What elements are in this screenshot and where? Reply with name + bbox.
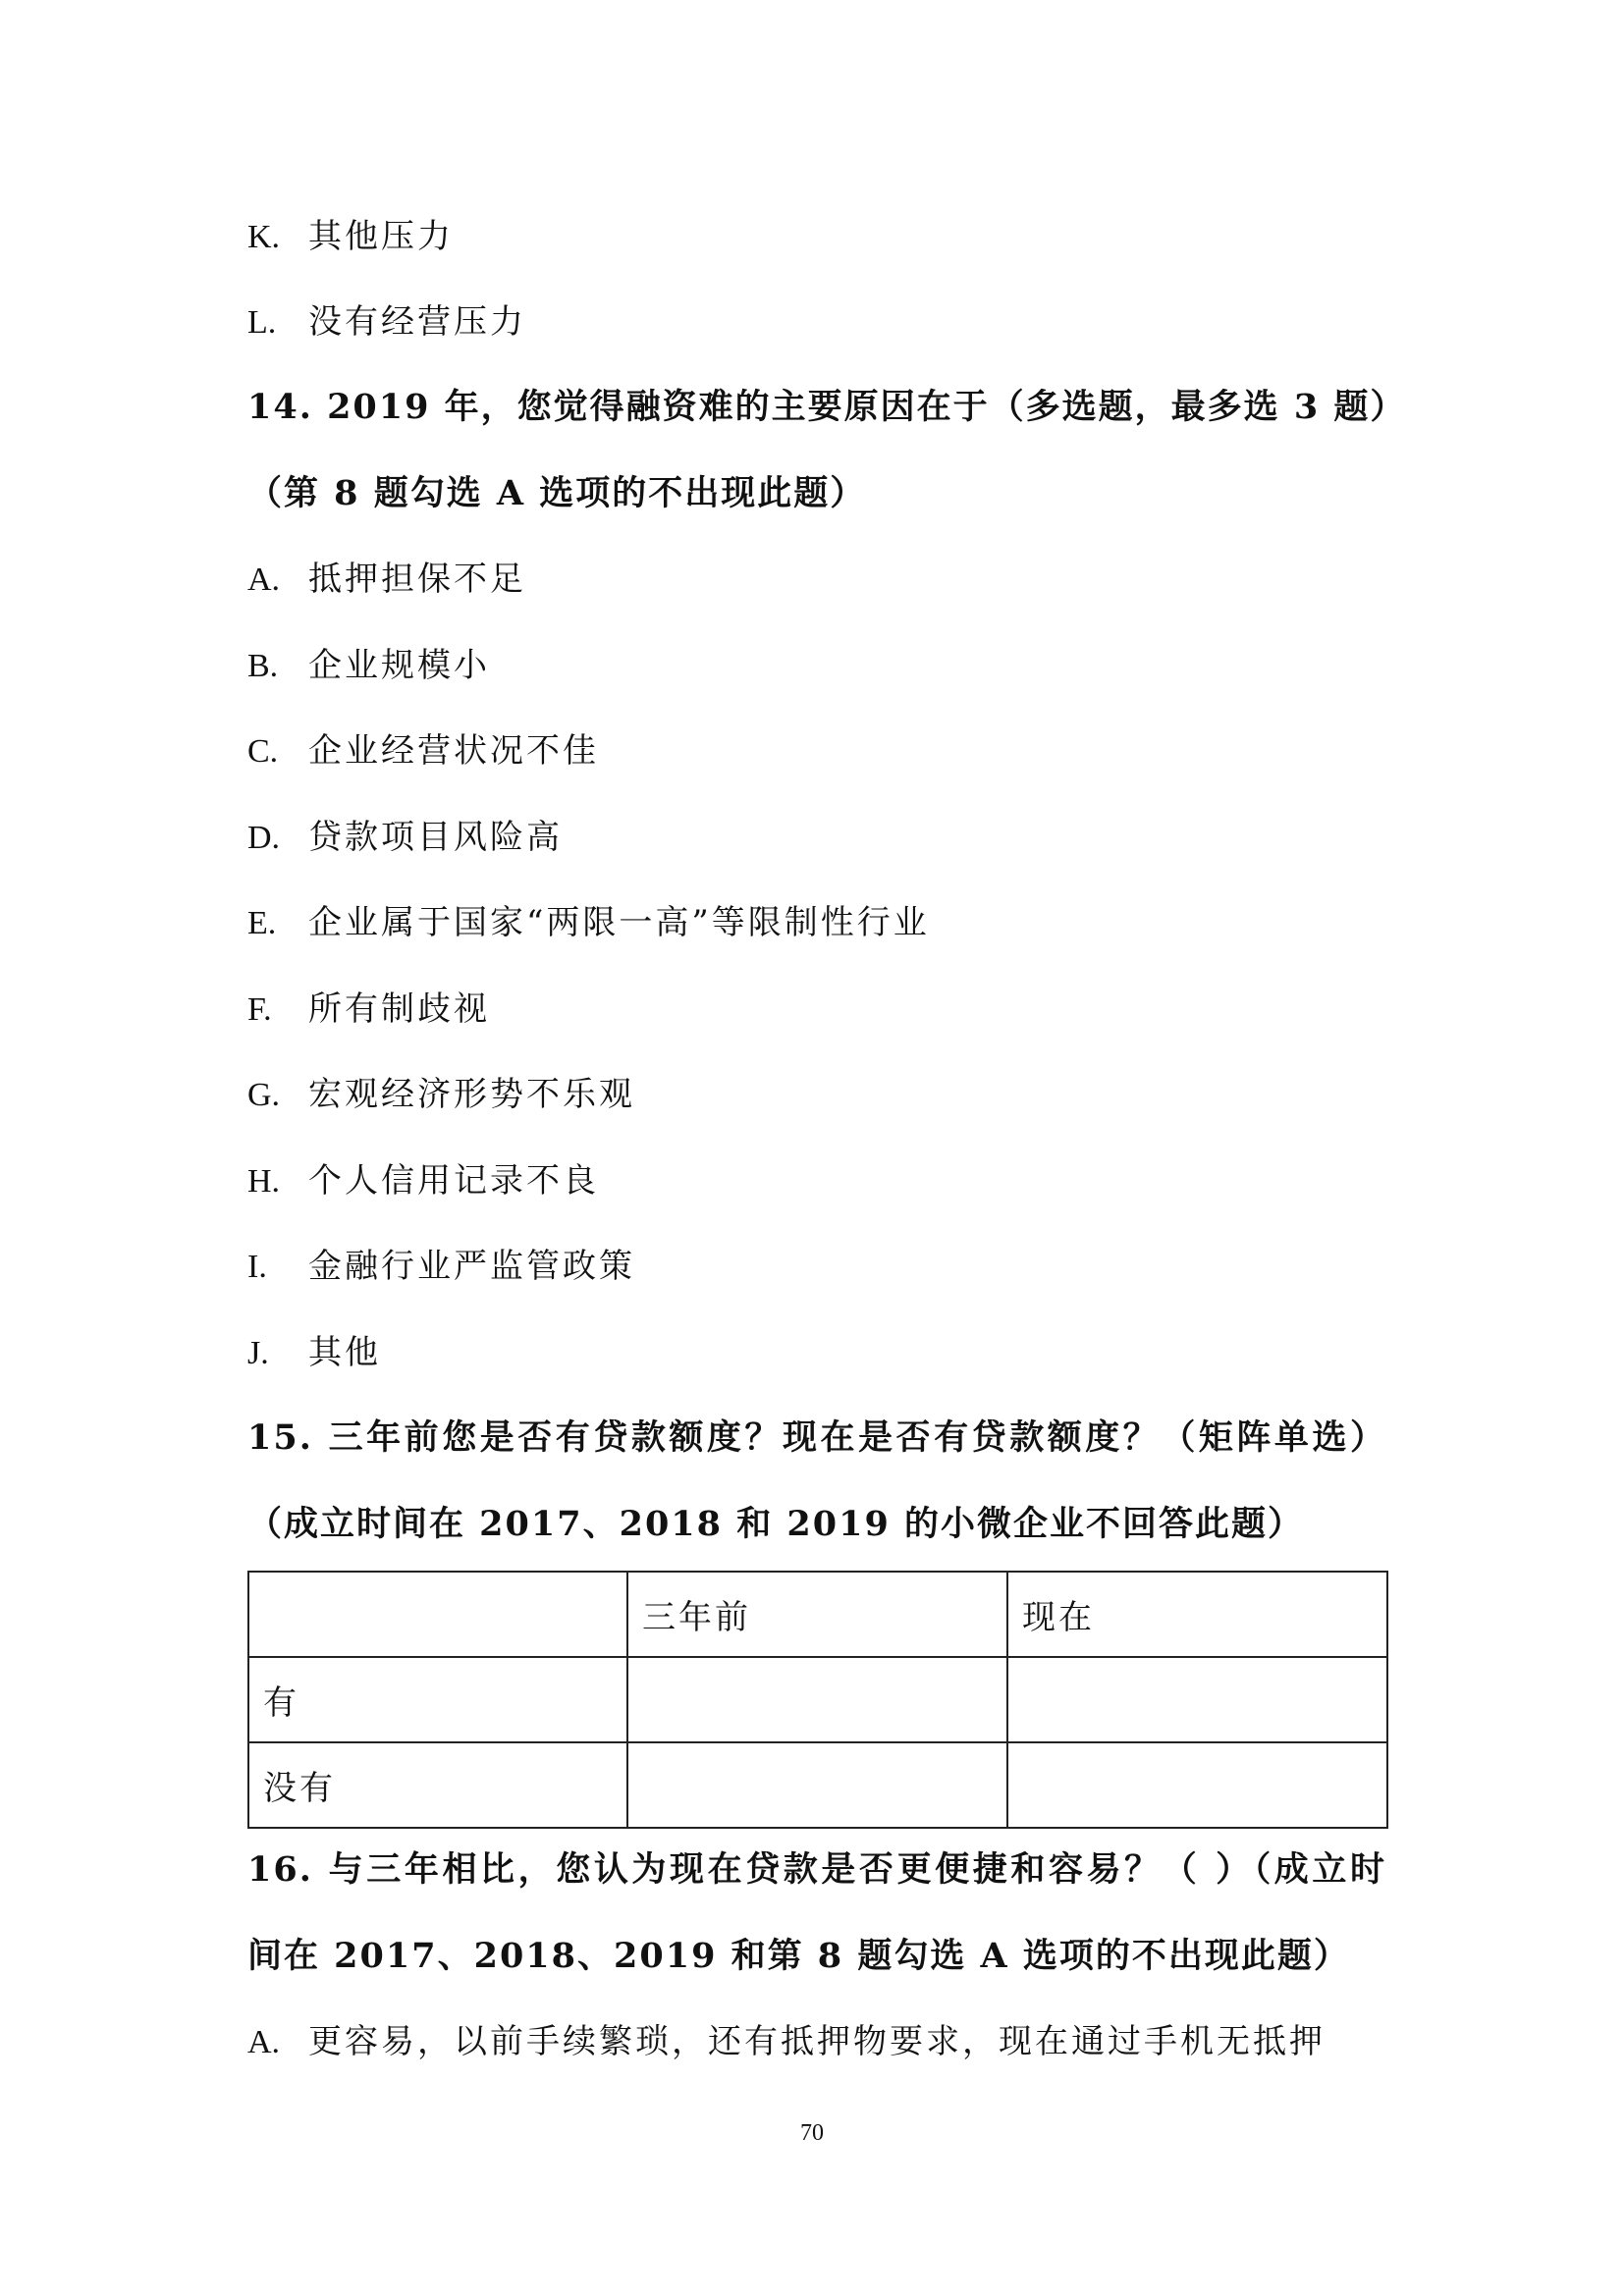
q14-option-g <box>247 1070 1386 1120</box>
question-15-title: 15. 三年前您是否有贷款额度？现在是否有贷款额度？（矩阵单选） <box>247 1417 1386 1458</box>
row-label: 有 <box>248 1657 627 1742</box>
question-16-title: 16. 与三年相比，您认为现在贷款是否更便捷和容易？（ ）（成立时 <box>247 1849 1386 1890</box>
answer-cell[interactable] <box>627 1657 1007 1742</box>
option-text: 个人信用记录不良 <box>308 1161 599 1201</box>
question-14-title: 14. 2019 年，您觉得融资难的主要原因在于（多选题，最多选 3 题） <box>247 387 1407 427</box>
option-letter: C. <box>247 733 279 770</box>
option-text: 企业属于国家“两限一高”等限制性行业 <box>308 903 930 942</box>
option-text: 宏观经济形势不乐观 <box>308 1075 635 1114</box>
option-letter: B. <box>247 648 279 684</box>
answer-cell[interactable] <box>1007 1742 1387 1828</box>
option-text: 贷款项目风险高 <box>308 818 563 857</box>
option-text: 其他压力 <box>308 217 454 256</box>
q14-option-j <box>247 1328 1386 1378</box>
answer-cell[interactable] <box>627 1742 1007 1828</box>
option-letter: A. <box>247 2024 281 2060</box>
option-letter: D. <box>247 820 281 856</box>
table-header-cell: 现在 <box>1007 1572 1387 1657</box>
option-letter: K. <box>247 219 281 255</box>
question-16-condition: 间在 2017、2018、2019 和第 8 题勾选 A 选项的不出现此题） <box>247 1936 1350 1976</box>
option-letter: G. <box>247 1077 281 1113</box>
q14-option-i <box>247 1242 1386 1292</box>
table-header-cell <box>248 1572 627 1657</box>
q14-option-f <box>247 985 1386 1035</box>
option-text: 企业规模小 <box>308 646 490 685</box>
q15-matrix-table <box>247 1571 1388 1829</box>
table-header-row <box>248 1572 1387 1657</box>
option-l <box>247 297 1386 347</box>
option-text: 没有经营压力 <box>308 302 526 342</box>
table-row <box>248 1657 1387 1742</box>
option-letter: E. <box>247 905 277 941</box>
option-text: 所有制歧视 <box>308 989 490 1029</box>
question-15-condition: （成立时间在 2017、2018 和 2019 的小微企业不回答此题） <box>247 1504 1304 1544</box>
answer-cell[interactable] <box>1007 1657 1387 1742</box>
q14-option-d <box>247 813 1386 863</box>
q14-option-e <box>247 898 1386 948</box>
option-k <box>247 212 1386 262</box>
q14-option-a <box>247 555 1386 605</box>
option-text: 其他 <box>308 1333 381 1372</box>
page-number: 70 <box>800 2120 824 2146</box>
table-header-cell: 三年前 <box>627 1572 1007 1657</box>
question-14-condition: （第 8 题勾选 A 选项的不出现此题） <box>247 473 867 513</box>
option-text: 金融行业严监管政策 <box>308 1247 635 1286</box>
option-letter: L. <box>247 304 277 341</box>
q14-option-b <box>247 641 1386 691</box>
q16-option-a <box>247 2017 1386 2067</box>
option-letter: J. <box>247 1335 269 1371</box>
table-row <box>248 1742 1387 1828</box>
option-text: 抵押担保不足 <box>308 560 526 599</box>
option-letter: A. <box>247 561 281 598</box>
option-text: 更容易，以前手续繁琐，还有抵押物要求，现在通过手机无抵押 <box>308 2022 1326 2061</box>
option-letter: H. <box>247 1163 281 1200</box>
q14-option-h <box>247 1156 1386 1206</box>
document-page <box>247 0 1407 2296</box>
row-label: 没有 <box>248 1742 627 1828</box>
option-letter: I. <box>247 1249 267 1285</box>
q14-option-c <box>247 726 1386 776</box>
option-letter: F. <box>247 991 272 1028</box>
option-text: 企业经营状况不佳 <box>308 731 599 771</box>
